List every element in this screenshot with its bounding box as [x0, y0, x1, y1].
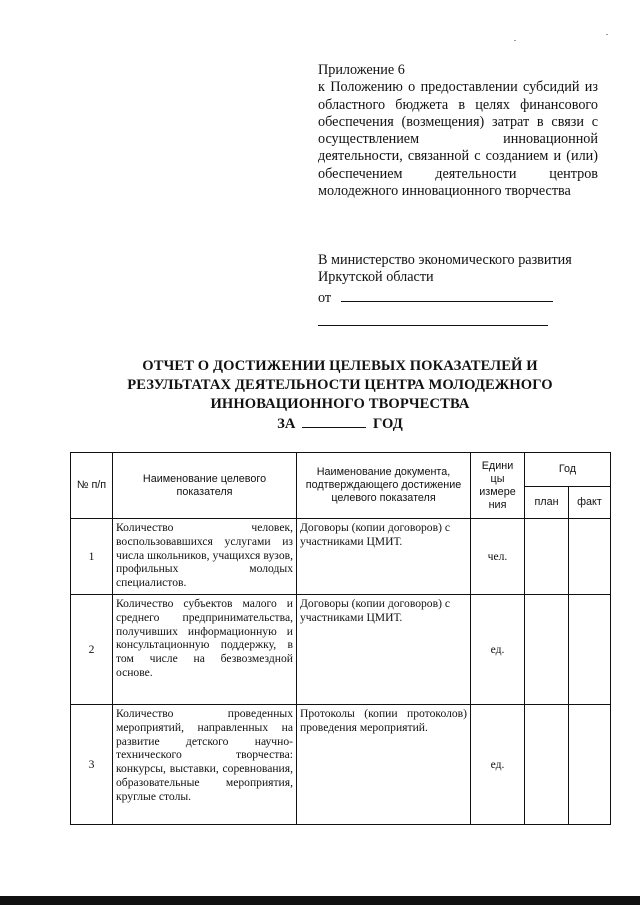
table-row: [71, 519, 611, 595]
report-title-line-1: ОТЧЕТ О ДОСТИЖЕНИИ ЦЕЛЕВЫХ ПОКАЗАТЕЛЕЙ И: [142, 358, 538, 374]
header-plan: план: [525, 487, 569, 519]
report-year-blank[interactable]: [302, 415, 366, 428]
row-unit: ед.: [471, 595, 525, 705]
table-row: [71, 705, 611, 825]
from-blank-field-2[interactable]: [318, 311, 548, 326]
report-title-line-2: РЕЗУЛЬТАТАХ ДЕЯТЕЛЬНОСТИ ЦЕНТРА МОЛОДЕЖНОГО: [127, 377, 553, 394]
header-unit: Едини цы измере ния: [471, 453, 525, 519]
scan-speck: [514, 40, 516, 41]
report-period-za: ЗА: [277, 415, 296, 432]
row-unit: чел.: [471, 519, 525, 595]
header-document: Наименование документа, подтверждающего достижение целевого показателя: [297, 453, 471, 519]
row-num: 2: [71, 595, 113, 705]
table-row: [71, 595, 611, 705]
scan-speck: [606, 34, 608, 35]
from-blank-field[interactable]: [341, 287, 553, 302]
report-period-line: [60, 415, 620, 434]
addressee-line-1: В министерство экономического развития: [318, 252, 572, 268]
row-document: Протоколы (копии протоколов) проведения мероприятий.: [297, 705, 471, 825]
report-period-god: ГОД: [373, 415, 403, 432]
row-indicator: Количество субъектов малого и среднего предпринимательства, получивших информационную и консультационную поддержку, в том числе на безвозмездной основе.: [113, 595, 297, 705]
row-indicator: Количество проведенных мероприятий, направленных на развитие детского научно-технического творчества: конкурсы, выставки, соревнования, образовательные мероприятия, круглые столы.: [113, 705, 297, 825]
row-document: Договоры (копии договоров) с участниками ЦМИТ.: [297, 595, 471, 705]
row-plan-cell[interactable]: [525, 595, 569, 705]
row-fact-cell[interactable]: [569, 595, 611, 705]
report-title: [60, 357, 620, 434]
appendix-title: Приложение 6: [318, 62, 405, 78]
report-title-line-3: ИННОВАЦИОННОГО ТВОРЧЕСТВА: [210, 396, 470, 413]
from-line: [318, 287, 598, 307]
scan-bottom-edge: [0, 896, 640, 905]
row-plan-cell[interactable]: [525, 705, 569, 825]
row-fact-cell[interactable]: [569, 519, 611, 595]
addressee-block: [318, 252, 598, 331]
from-second-line: [318, 311, 598, 331]
header-fact: факт: [569, 487, 611, 519]
header-year: Год: [525, 453, 611, 487]
appendix-block: [318, 62, 598, 200]
from-label: от: [318, 289, 332, 306]
row-document: Договоры (копии договоров) с участниками ЦМИТ.: [297, 519, 471, 595]
row-num: 3: [71, 705, 113, 825]
report-table: [70, 452, 611, 825]
addressee-line-2: Иркутской области: [318, 269, 434, 286]
row-fact-cell[interactable]: [569, 705, 611, 825]
header-indicator: Наименование целевого показателя: [113, 453, 297, 519]
row-unit: ед.: [471, 705, 525, 825]
row-plan-cell[interactable]: [525, 519, 569, 595]
row-indicator: Количество человек, воспользовавшихся услугами из числа школьников, учащихся вузов, профильных молодых специалистов.: [113, 519, 297, 595]
row-num: 1: [71, 519, 113, 595]
appendix-text: к Положению о предоставлении субсидий из областного бюджета в целях финансового обеспечения (возмещения) затрат в связи с осуществлением инновационной деятельности, связанной с созданием и (или) обеспечением деятельности центров молодежного инновационного творчества: [318, 79, 598, 200]
header-num: № п/п: [71, 453, 113, 519]
